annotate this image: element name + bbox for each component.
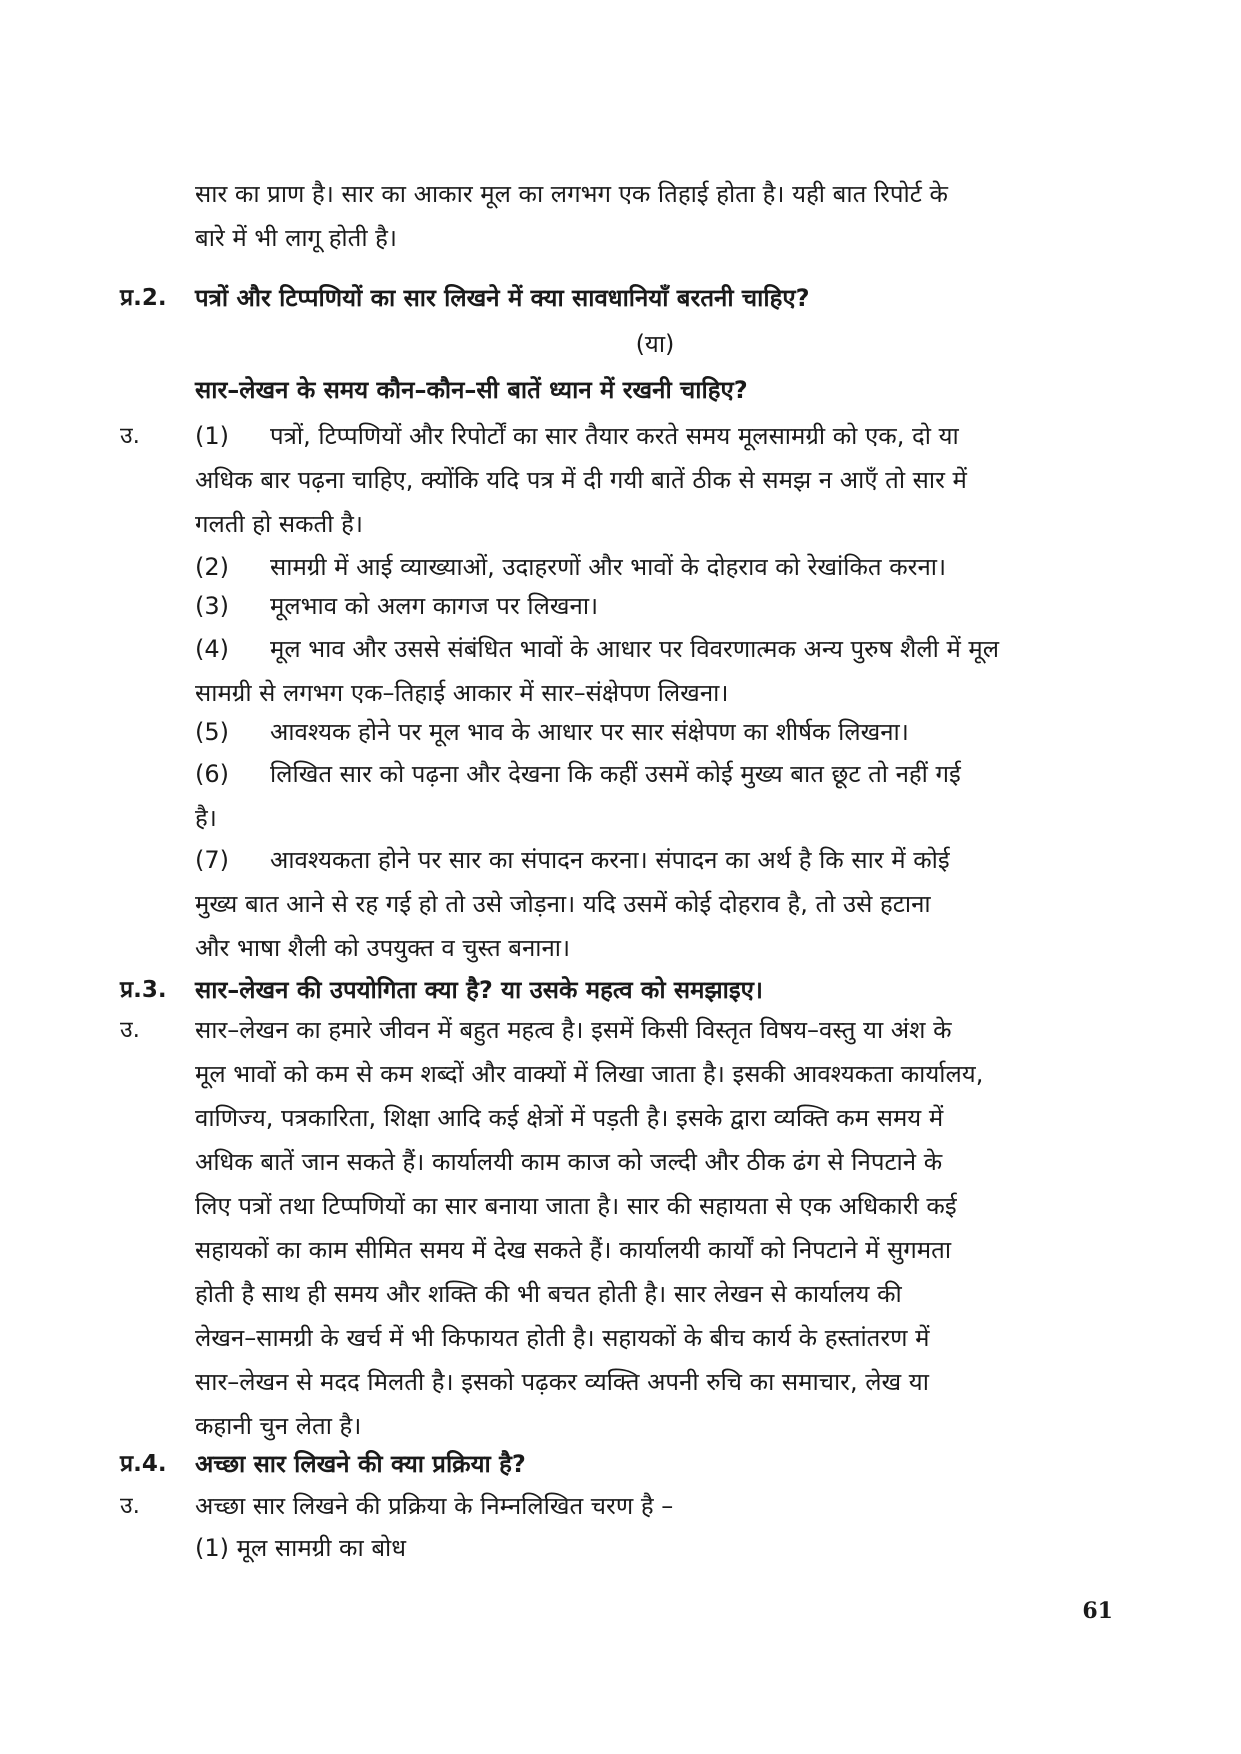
item-text: मूलभाव को अलग कागज पर लिखना। [270, 592, 599, 620]
item-text: मूल भाव और उससे संबंधित भावों के आधार पर विवरणात्मक अन्य पुरुष शैली में मूल [270, 635, 1000, 663]
answer-text: अच्छा सार लिखने की प्रक्रिया के निम्नलिखित चरण है – [195, 1492, 674, 1520]
intro-paragraph [195, 172, 1115, 260]
question-text: सार–लेखन की उपयोगिता क्या है? या उसके महत्व को समझाइए। [195, 976, 763, 1004]
item-text: आवश्यकता होने पर सार का संपादन करना। संपादन का अर्थ है कि सार में कोई [270, 846, 950, 874]
item-number: (4) [195, 635, 229, 663]
list-item [195, 838, 1115, 970]
or-separator: (या) [635, 330, 675, 358]
item-text: है। [195, 804, 217, 832]
list-item [195, 752, 1115, 840]
text-line: सार–लेखन का हमारे जीवन में बहुत महत्व है। इसमें किसी विस्तृत विषय–वस्तु या अंश के [195, 1016, 952, 1044]
answer-label: उ. [120, 1017, 140, 1043]
text-line: सार–लेखन से मदद मिलती है। इसको पढ़कर व्यक्ति अपनी रुचि का समाचार, लेख या [195, 1368, 929, 1396]
text-line: लेखन–सामग्री के खर्च में भी किफायत होती है। सहायकों के बीच कार्य के हस्तांतरण में [195, 1324, 930, 1352]
list-item [195, 545, 1115, 589]
item-text: मुख्य बात आने से रह गई हो तो उसे जोड़ना। यदि उसमें कोई दोहराव है, तो उसे हटाना [195, 890, 931, 918]
item-text: पत्रों, टिप्पणियों और रिपोर्टों का सार तैयार करते समय मूलसामग्री को एक, दो या [270, 422, 959, 450]
list-item [195, 710, 1115, 754]
item-text: लिखित सार को पढ़ना और देखना कि कहीं उसमें कोई मुख्य बात छूट तो नहीं गई [270, 760, 961, 788]
item-text: आवश्यक होने पर मूल भाव के आधार पर सार संक्षेपण का शीर्षक लिखना। [270, 718, 909, 746]
text-line: वाणिज्य, पत्रकारिता, शिक्षा आदि कई क्षेत्रों में पड़ती है। इसके द्वारा व्यक्ति कम समय में [195, 1104, 944, 1132]
item-number: (7) [195, 846, 229, 874]
step-item: (1) मूल सामग्री का बोध [195, 1534, 407, 1562]
list-item [195, 627, 1115, 715]
text-line: मूल भावों को कम से कम शब्दों और वाक्यों में लिखा जाता है। इसकी आवश्यकता कार्यालय, [195, 1060, 984, 1088]
question-number: प्र.3. [120, 977, 167, 1003]
item-text: सामग्री से लगभग एक–तिहाई आकार में सार–संक्षेपण लिखना। [195, 679, 729, 707]
item-text: सामग्री में आई व्याख्याओं, उदाहरणों और भावों के दोहराव को रेखांकित करना। [270, 553, 947, 581]
text-line: बारे में भी लागू होती है। [195, 224, 398, 252]
text-line: कहानी चुन लेता है। [195, 1412, 362, 1440]
text-line: होती है साथ ही समय और शक्ति की भी बचत होती है। सार लेखन से कार्यालय की [195, 1280, 902, 1308]
item-number: (5) [195, 718, 229, 746]
list-item [195, 414, 1115, 546]
answer-label: उ. [120, 423, 140, 449]
item-text: अधिक बार पढ़ना चाहिए, क्योंकि यदि पत्र में दी गयी बातें ठीक से समझ न आएँ तो सार में [195, 466, 967, 494]
question-text: अच्छा सार लिखने की क्या प्रक्रिया है? [195, 1450, 526, 1478]
text-line: सहायकों का काम सीमित समय में देख सकते हैं। कार्यालयी कार्यों को निपटाने में सुगमता [195, 1236, 952, 1264]
item-number: (3) [195, 592, 229, 620]
list-item [195, 584, 1115, 628]
question-number: प्र.2. [120, 285, 167, 311]
item-number: (6) [195, 760, 229, 788]
text-line: लिए पत्रों तथा टिप्पणियों का सार बनाया जाता है। सार की सहायता से एक अधिकारी कई [195, 1192, 957, 1220]
item-text: गलती हो सकती है। [195, 510, 363, 538]
question-number: प्र.4. [120, 1451, 167, 1477]
alt-question-text: सार–लेखन के समय कौन–कौन–सी बातें ध्यान में रखनी चाहिए? [195, 376, 748, 404]
page-number: 61 [1082, 1598, 1113, 1624]
item-text: और भाषा शैली को उपयुक्त व चुस्त बनाना। [195, 934, 571, 962]
question-text: पत्रों और टिप्पणियों का सार लिखने में क्या सावधानियाँ बरतनी चाहिए? [195, 284, 810, 312]
item-number: (2) [195, 553, 229, 581]
item-number: (1) [195, 422, 229, 450]
answer-paragraph [195, 1008, 1115, 1448]
text-line: सार का प्राण है। सार का आकार मूल का लगभग एक तिहाई होता है। यही बात रिपोर्ट के [195, 180, 948, 208]
answer-label: उ. [120, 1493, 140, 1519]
text-line: अधिक बातें जान सकते हैं। कार्यालयी काम काज को जल्दी और ठीक ढंग से निपटाने के [195, 1148, 943, 1176]
